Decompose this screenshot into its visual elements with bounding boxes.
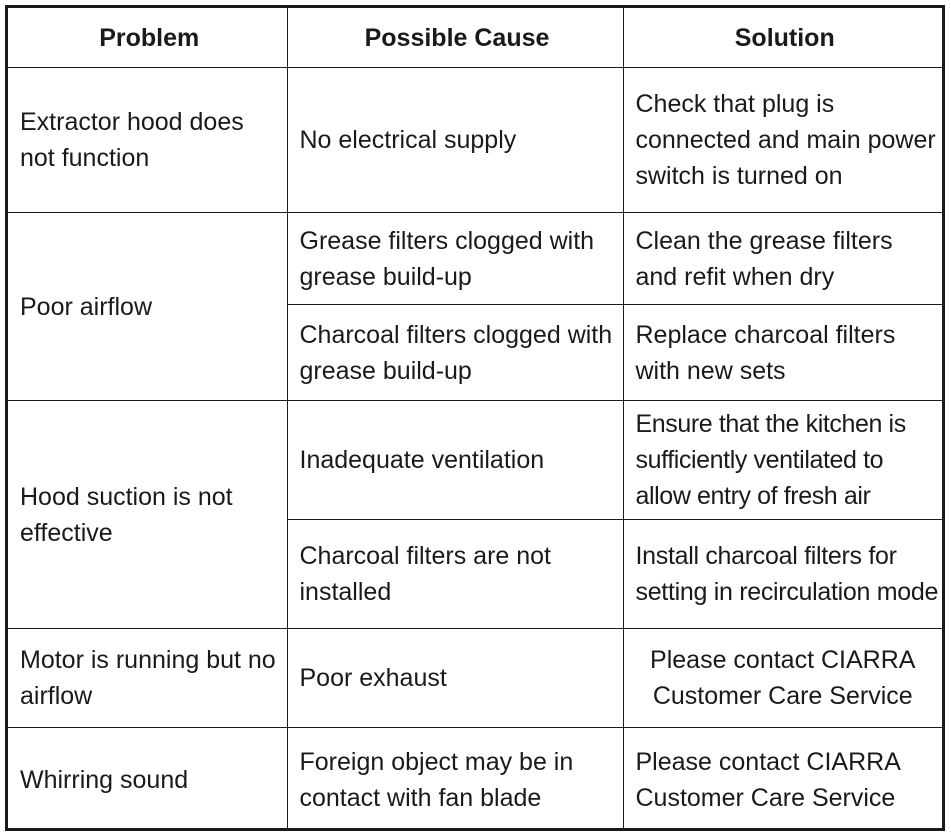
table-row (8, 629, 942, 728)
cause-cell: Inadequate ventilation (287, 401, 623, 520)
solution-cell: Please contact CIARRA Customer Care Service (623, 629, 942, 728)
problem-cell: Whirring sound (8, 728, 287, 832)
problem-cell: Hood suction is not effective (8, 401, 287, 629)
troubleshooting-table-frame (5, 5, 945, 831)
table-row (8, 213, 942, 305)
table-row (8, 68, 942, 213)
cause-cell: Charcoal filters are not installed (287, 520, 623, 629)
cause-cell: No electrical supply (287, 68, 623, 213)
solution-cell: Replace charcoal filters with new sets (623, 305, 942, 401)
solution-cell: Ensure that the kitchen is sufficiently ventilated to allow entry of fresh air (623, 401, 942, 520)
solution-cell: Check that plug is connected and main power switch is turned on (623, 68, 942, 213)
header-problem: Problem (8, 8, 287, 68)
solution-cell: Install charcoal filters for setting in recirculation mode (623, 520, 942, 629)
solution-cell: Clean the grease filters and refit when dry (623, 213, 942, 305)
header-row (8, 8, 942, 68)
cause-cell: Foreign object may be in contact with fan blade (287, 728, 623, 832)
troubleshooting-table (8, 8, 942, 831)
cause-cell: Grease filters clogged with grease build-up (287, 213, 623, 305)
cause-cell: Charcoal filters clogged with grease build-up (287, 305, 623, 401)
cause-cell: Poor exhaust (287, 629, 623, 728)
table-row (8, 401, 942, 520)
problem-cell: Extractor hood does not function (8, 68, 287, 213)
table-row (8, 728, 942, 832)
solution-cell: Please contact CIARRA Customer Care Service (623, 728, 942, 832)
header-solution: Solution (623, 8, 942, 68)
problem-cell: Motor is running but no airflow (8, 629, 287, 728)
header-possible-cause: Possible Cause (287, 8, 623, 68)
problem-cell: Poor airflow (8, 213, 287, 401)
